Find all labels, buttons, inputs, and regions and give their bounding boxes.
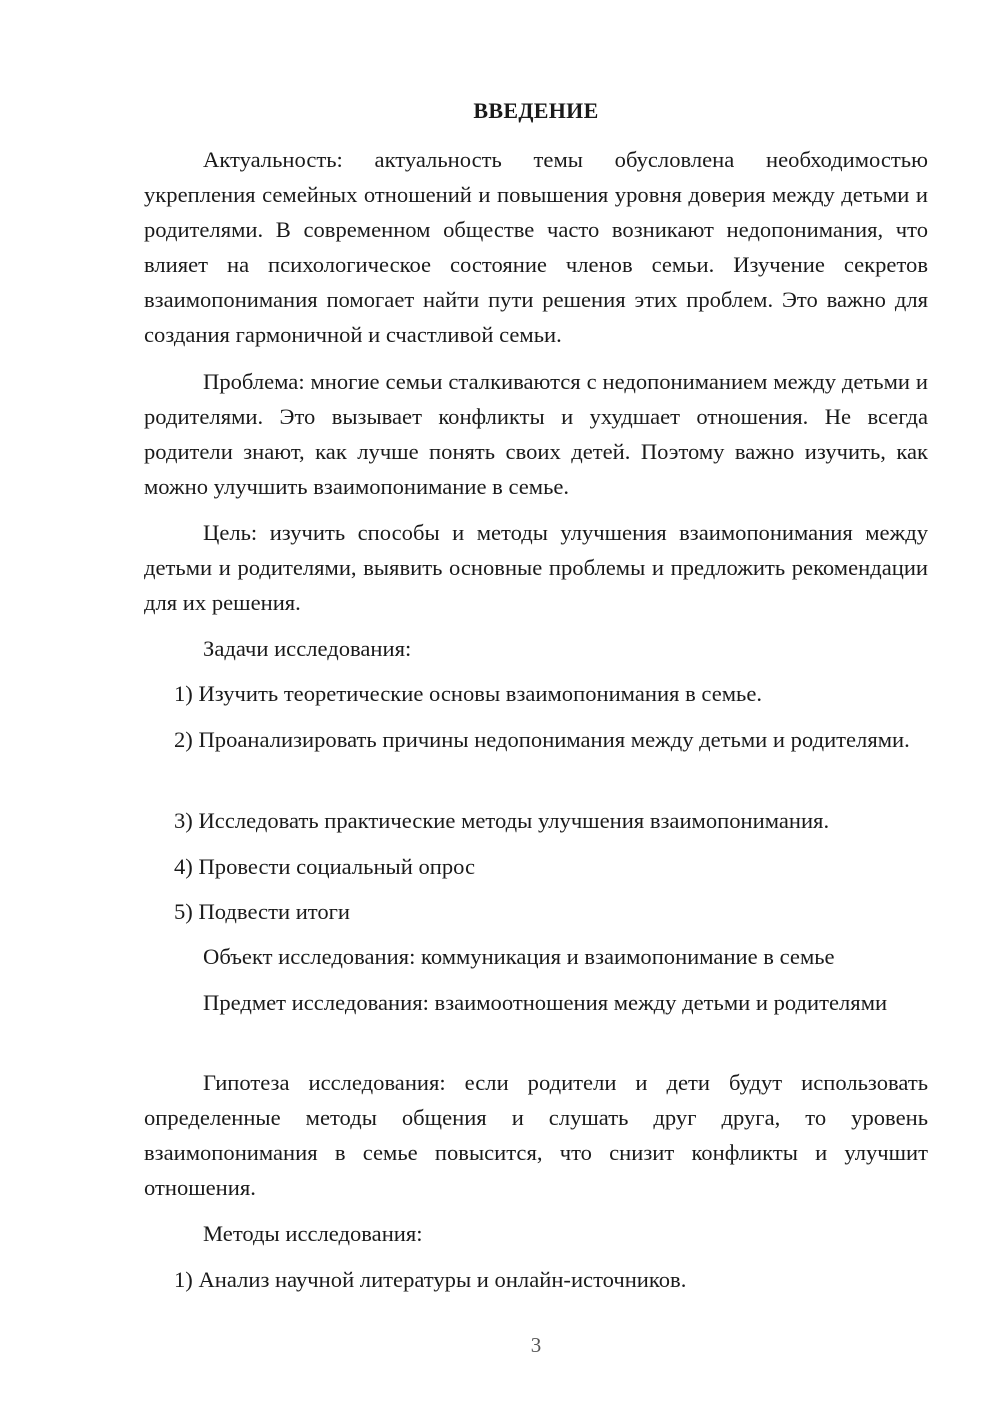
task-item-5: 5) Подвести итоги bbox=[174, 899, 351, 924]
task-item-3: 3) Исследовать практические методы улучшения взаимопонимания. bbox=[174, 808, 830, 833]
subject-paragraph: Предмет исследования: взаимоотношения между детьми и родителями bbox=[203, 990, 888, 1015]
section-title: ВВЕДЕНИЕ bbox=[473, 98, 599, 123]
task-item-1: 1) Изучить теоретические основы взаимопонимания в семье. bbox=[174, 681, 763, 706]
problem-paragraph: Проблема: многие семьи сталкиваются с недопониманием между детьми и родителями. Это вызывает конфликты и ухудшает отношения. Не всегда родители знают, как лучше понять своих детей. Поэтому важно изучить, как можно улучшить взаимопонимание в семье. bbox=[144, 369, 928, 499]
task-item-2: 2) Проанализировать причины недопонимания между детьми и родителями. bbox=[174, 727, 910, 752]
object-paragraph: Объект исследования: коммуникация и взаимопонимание в семье bbox=[203, 944, 835, 969]
page-number: 3 bbox=[530, 1333, 542, 1357]
relevance-paragraph: Актуальность: актуальность темы обусловлена необходимостью укрепления семейных отношений и повышения уровня доверия между детьми и родителями. В современном обществе часто возникают недопонимания, что влияет на психологическое состояние членов семьи. Изучение секретов взаимопонимания помогает найти пути решения этих проблем. Это важно для создания гармоничной и счастливой семьи. bbox=[144, 147, 928, 347]
tasks-heading: Задачи исследования: bbox=[203, 636, 412, 661]
methods-heading: Методы исследования: bbox=[203, 1221, 423, 1246]
task-item-4: 4) Провести социальный опрос bbox=[174, 854, 476, 879]
hypothesis-paragraph: Гипотеза исследования: если родители и дети будут использовать определенные методы общения и слушать друг друга, то уровень взаимопонимания в семье повысится, что снизит конфликты и улучшит отношения. bbox=[144, 1070, 928, 1200]
method-item-1: 1) Анализ научной литературы и онлайн-источников. bbox=[174, 1267, 687, 1292]
goal-paragraph: Цель: изучить способы и методы улучшения взаимопонимания между детьми и родителями, выявить основные проблемы и предложить рекомендации для их решения. bbox=[144, 520, 928, 615]
